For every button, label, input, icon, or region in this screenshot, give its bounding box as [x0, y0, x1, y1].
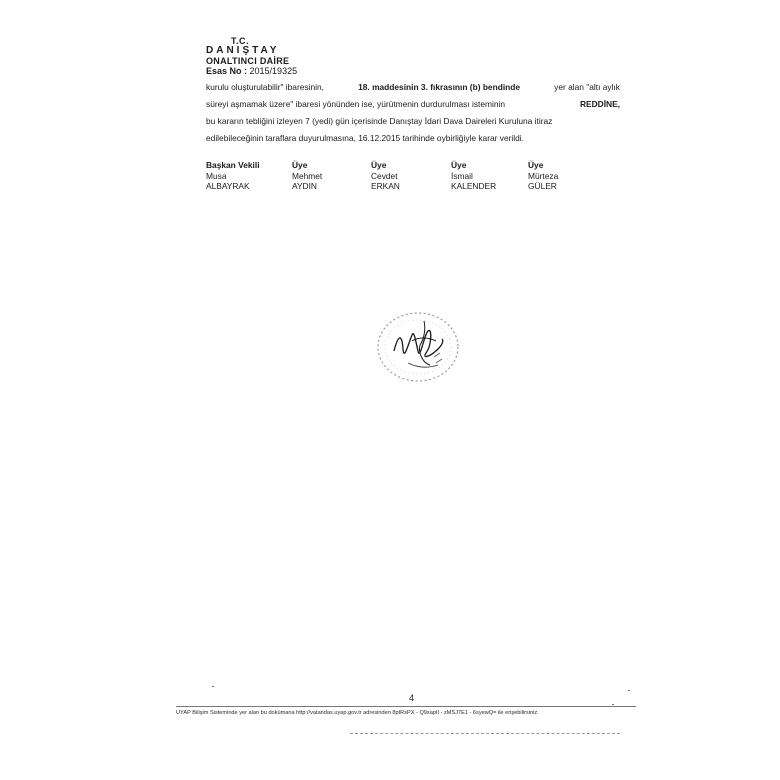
text-segment-bold: REDDİNE,	[579, 99, 620, 109]
signatory-3	[371, 160, 400, 192]
signatory-role: Üye	[528, 160, 544, 170]
official-seal-icon	[372, 305, 464, 385]
text-segment: kurulu oluşturulabilir" ibaresinin,	[206, 82, 324, 92]
signatory-last-name: ERKAN	[371, 181, 400, 191]
text-segment: süreyi aşmamak üzere" ibaresi yönünden ise, yürütmenin durdurulması isteminin	[206, 99, 506, 109]
text-segment: edilebileceğinin taraflara duyurulmasına, 16.12.2015 tarihinde oybirliğiyle karar verildi.	[206, 133, 524, 143]
signatory-last-name: ALBAYRAK	[206, 181, 250, 191]
scan-speck	[612, 704, 614, 705]
case-number-label: Esas No :	[206, 66, 248, 76]
department-name: ONALTINCI DAİRE	[206, 56, 290, 66]
text-segment: bu kararın tebliğini izleyen 7 (yedi) gün içerisinde Danıştay İdari Dava Daireleri Kuruluna itiraz	[206, 116, 553, 126]
signatory-5	[528, 160, 558, 192]
text-line-4	[206, 130, 620, 147]
text-segment-bold: 18. maddesinin 3. fıkrasının (b) bendinde	[358, 82, 521, 92]
signatory-last-name: GÜLER	[528, 181, 557, 191]
document-header	[206, 36, 297, 76]
signatory-role: Üye	[451, 160, 467, 170]
text-line-1	[206, 79, 620, 96]
signatory-role: Üye	[292, 160, 308, 170]
case-number	[206, 66, 297, 76]
signatory-last-name: AYDIN	[292, 181, 317, 191]
case-number-value: 2015/19325	[249, 66, 298, 76]
decision-text	[206, 79, 620, 147]
signatory-first-name: Musa	[206, 170, 227, 181]
footer-divider-lower	[350, 733, 620, 734]
scan-speck	[212, 686, 214, 687]
signatory-last-name: KALENDER	[451, 181, 497, 191]
tc-label: T.C.	[231, 36, 250, 46]
signatory-first-name: İsmail	[451, 170, 473, 181]
footer-divider	[176, 706, 636, 707]
text-line-2	[206, 96, 620, 113]
signatory-first-name: Cevdet	[371, 170, 398, 181]
signatory-first-name: Mürteza	[528, 170, 559, 181]
page-number: 4	[409, 693, 415, 703]
signatory-1	[206, 160, 260, 192]
signatory-role: Üye	[371, 160, 387, 170]
signatory-4	[451, 160, 496, 192]
signatory-first-name: Mehmet	[292, 170, 323, 181]
court-name: DANIŞTAY	[206, 45, 280, 56]
footer-note: UYAP Bilişim Sisteminde yer alan bu dokümana http://vatandas.uyap.gov.tr adresinden 8ptRsPX - Q9sapII - zMSJ7E1 - 6syewQ= ile erişebilirsiniz.	[176, 710, 539, 716]
signatory-role: Başkan Vekili	[206, 160, 260, 170]
scan-speck	[628, 690, 630, 691]
text-segment: yer alan "altı aylık	[554, 82, 620, 92]
signatory-2	[292, 160, 322, 192]
text-line-3	[206, 113, 620, 130]
